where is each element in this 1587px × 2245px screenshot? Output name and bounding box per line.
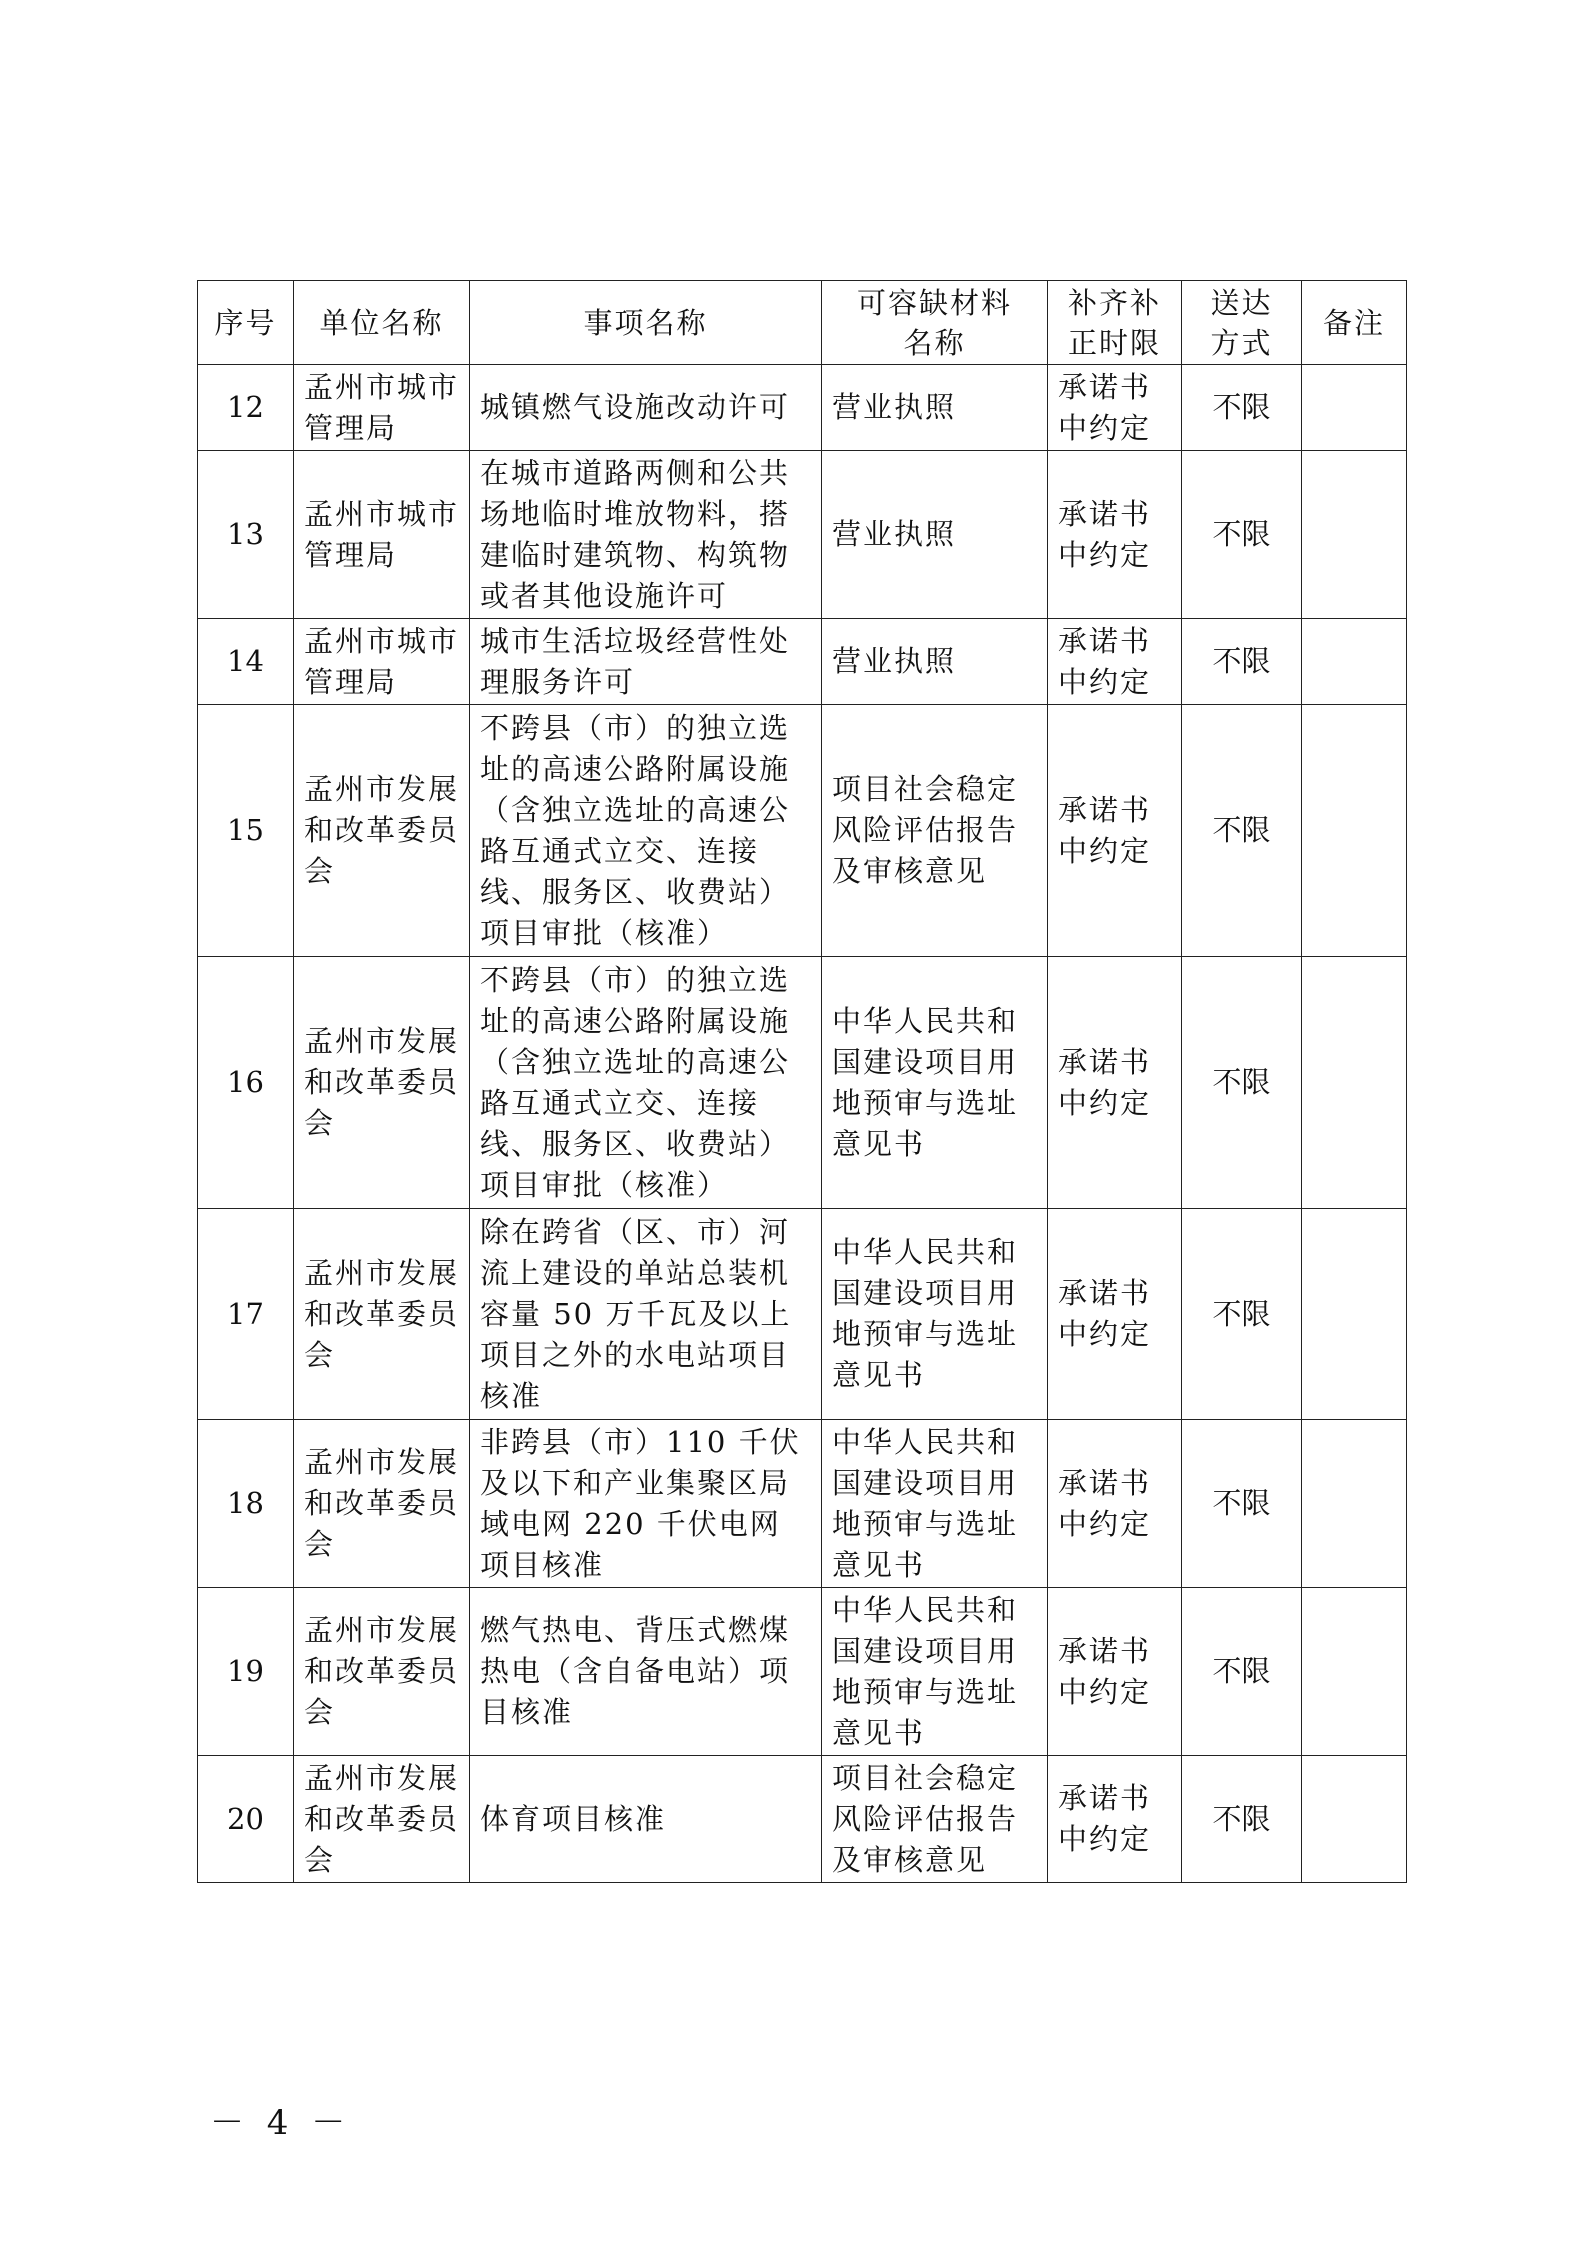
- cell-item: 体育项目核准: [470, 1756, 822, 1883]
- cell-time-limit: 承诺书中约定: [1048, 365, 1182, 451]
- cell-time-limit: 承诺书中约定: [1048, 1756, 1182, 1883]
- cell-unit: 孟州市发展和改革委员会: [294, 1209, 470, 1420]
- table-row: [198, 365, 1407, 451]
- cell-material: 营业执照: [822, 619, 1048, 705]
- cell-delivery: 不限: [1182, 1420, 1302, 1588]
- cell-material: 营业执照: [822, 451, 1048, 619]
- table-row: [198, 957, 1407, 1209]
- cell-seq: 15: [198, 705, 294, 957]
- cell-remark: [1302, 365, 1407, 451]
- cell-item: 燃气热电、背压式燃煤热电（含自备电站）项目核准: [470, 1588, 822, 1756]
- cell-delivery: 不限: [1182, 705, 1302, 957]
- header-time-limit: 补齐补正时限: [1048, 281, 1182, 365]
- table-row: [198, 1420, 1407, 1588]
- cell-delivery: 不限: [1182, 1756, 1302, 1883]
- table-row: [198, 705, 1407, 957]
- cell-remark: [1302, 619, 1407, 705]
- cell-seq: 16: [198, 957, 294, 1209]
- cell-delivery: 不限: [1182, 957, 1302, 1209]
- cell-time-limit: 承诺书中约定: [1048, 619, 1182, 705]
- cell-time-limit: 承诺书中约定: [1048, 957, 1182, 1209]
- cell-unit: 孟州市发展和改革委员会: [294, 957, 470, 1209]
- cell-material: 营业执照: [822, 365, 1048, 451]
- header-material: 可容缺材料名称: [822, 281, 1048, 365]
- cell-item: 在城市道路两侧和公共场地临时堆放物料，搭建临时建筑物、构筑物或者其他设施许可: [470, 451, 822, 619]
- table-row: [198, 1209, 1407, 1420]
- cell-item: 城镇燃气设施改动许可: [470, 365, 822, 451]
- cell-delivery: 不限: [1182, 365, 1302, 451]
- items-table: [197, 280, 1407, 1883]
- header-seq: 序号: [198, 281, 294, 365]
- cell-unit: 孟州市发展和改革委员会: [294, 1420, 470, 1588]
- cell-unit: 孟州市发展和改革委员会: [294, 1756, 470, 1883]
- cell-seq: 20: [198, 1756, 294, 1883]
- cell-item: 城市生活垃圾经营性处理服务许可: [470, 619, 822, 705]
- cell-seq: 18: [198, 1420, 294, 1588]
- cell-remark: [1302, 1756, 1407, 1883]
- cell-item: 不跨县（市）的独立选址的高速公路附属设施（含独立选址的高速公路互通式立交、连接线、服务区、收费站）项目审批（核准）: [470, 705, 822, 957]
- cell-material: 项目社会稳定风险评估报告及审核意见: [822, 1756, 1048, 1883]
- cell-seq: 14: [198, 619, 294, 705]
- cell-seq: 17: [198, 1209, 294, 1420]
- cell-material: 项目社会稳定风险评估报告及审核意见: [822, 705, 1048, 957]
- cell-unit: 孟州市发展和改革委员会: [294, 705, 470, 957]
- cell-time-limit: 承诺书中约定: [1048, 1209, 1182, 1420]
- page-number: － 4 －: [210, 2103, 352, 2143]
- table-body: [198, 365, 1407, 1883]
- header-remark: 备注: [1302, 281, 1407, 365]
- cell-remark: [1302, 1209, 1407, 1420]
- header-unit: 单位名称: [294, 281, 470, 365]
- table-row: [198, 1588, 1407, 1756]
- cell-delivery: 不限: [1182, 1588, 1302, 1756]
- cell-time-limit: 承诺书中约定: [1048, 451, 1182, 619]
- cell-material: 中华人民共和国建设项目用地预审与选址意见书: [822, 957, 1048, 1209]
- cell-delivery: 不限: [1182, 451, 1302, 619]
- cell-delivery: 不限: [1182, 1209, 1302, 1420]
- cell-seq: 13: [198, 451, 294, 619]
- cell-material: 中华人民共和国建设项目用地预审与选址意见书: [822, 1420, 1048, 1588]
- cell-remark: [1302, 1420, 1407, 1588]
- cell-unit: 孟州市城市管理局: [294, 451, 470, 619]
- cell-time-limit: 承诺书中约定: [1048, 705, 1182, 957]
- cell-remark: [1302, 957, 1407, 1209]
- cell-remark: [1302, 705, 1407, 957]
- cell-time-limit: 承诺书中约定: [1048, 1420, 1182, 1588]
- table-row: [198, 619, 1407, 705]
- cell-seq: 12: [198, 365, 294, 451]
- table-header-row: [198, 281, 1407, 365]
- cell-material: 中华人民共和国建设项目用地预审与选址意见书: [822, 1209, 1048, 1420]
- table-row: [198, 1756, 1407, 1883]
- cell-remark: [1302, 1588, 1407, 1756]
- cell-delivery: 不限: [1182, 619, 1302, 705]
- cell-unit: 孟州市城市管理局: [294, 365, 470, 451]
- cell-remark: [1302, 451, 1407, 619]
- table-row: [198, 451, 1407, 619]
- header-item: 事项名称: [470, 281, 822, 365]
- cell-material: 中华人民共和国建设项目用地预审与选址意见书: [822, 1588, 1048, 1756]
- cell-time-limit: 承诺书中约定: [1048, 1588, 1182, 1756]
- cell-unit: 孟州市发展和改革委员会: [294, 1588, 470, 1756]
- header-delivery: 送达方式: [1182, 281, 1302, 365]
- cell-unit: 孟州市城市管理局: [294, 619, 470, 705]
- cell-item: 除在跨省（区、市）河流上建设的单站总装机容量 50 万千瓦及以上项目之外的水电站项目核准: [470, 1209, 822, 1420]
- cell-seq: 19: [198, 1588, 294, 1756]
- cell-item: 不跨县（市）的独立选址的高速公路附属设施（含独立选址的高速公路互通式立交、连接线、服务区、收费站）项目审批（核准）: [470, 957, 822, 1209]
- cell-item: 非跨县（市）110 千伏及以下和产业集聚区局域电网 220 千伏电网项目核准: [470, 1420, 822, 1588]
